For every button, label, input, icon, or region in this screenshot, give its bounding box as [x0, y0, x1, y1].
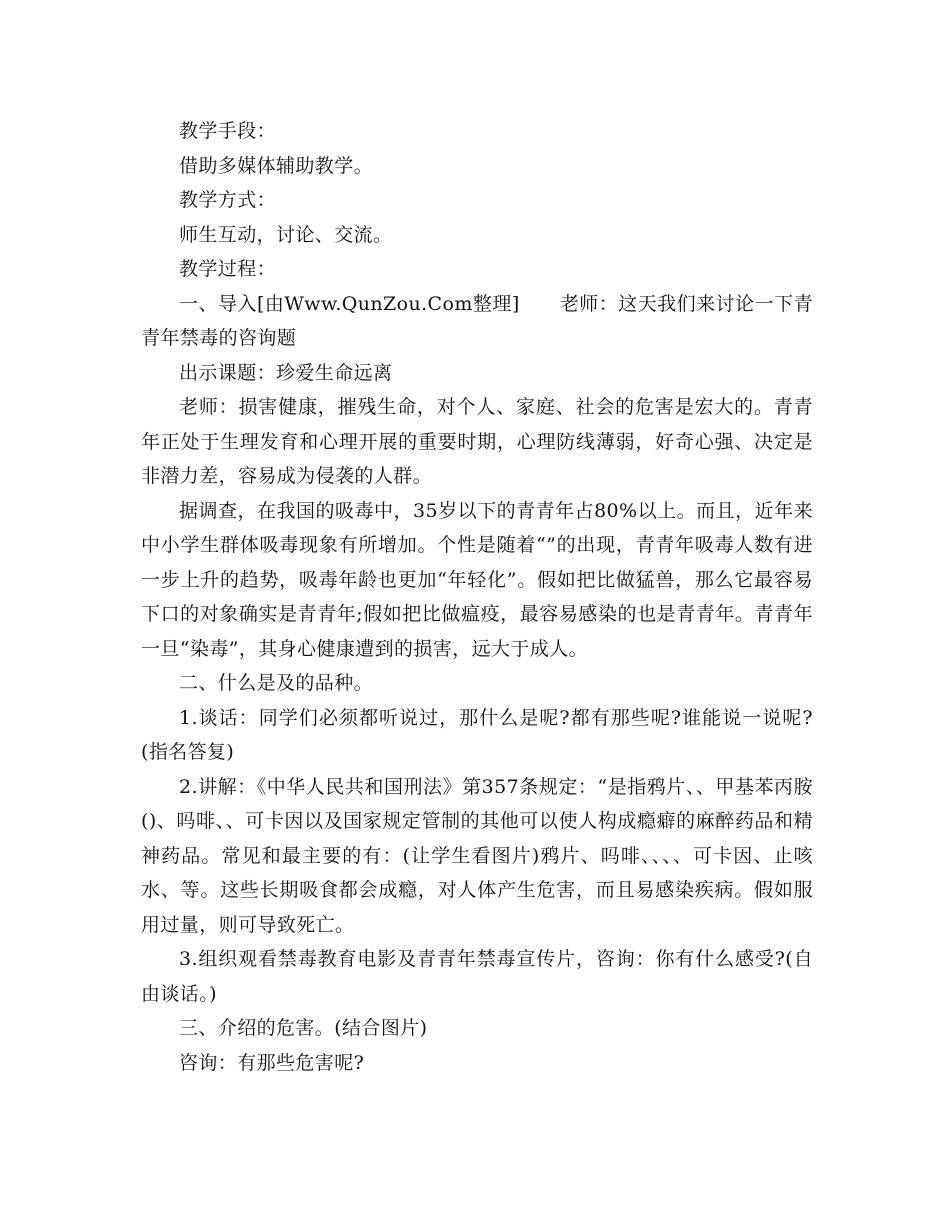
paragraph-teaching-means: 借助多媒体辅助教学。: [179, 154, 374, 177]
paragraph-teaching-method-heading: 教学方式：: [179, 189, 277, 211]
paragraph-film-viewing: 3.组织观看禁毒教育电影及青青年禁毒宣传片，咨询：你有什么感受?(自由谈话。): [141, 948, 813, 1005]
paragraph-section-three-heading: 三、介绍的危害。(结合图片): [179, 1017, 428, 1039]
paragraph-teaching-means-heading: 教学手段：: [179, 120, 277, 142]
paragraph-teaching-process-heading: 教学过程：: [179, 258, 277, 280]
paragraph-teaching-method: 师生互动，讨论、交流。: [179, 223, 393, 246]
paragraph-question: 咨询：有那些危害呢?: [179, 1051, 365, 1074]
introduction-teacher-speech: 老师：这天我们来讨论一下青青年禁毒的咨询题: [141, 292, 814, 349]
paragraph-lesson-topic: 出示课题：珍爱生命远离: [179, 361, 393, 384]
introduction-heading: 一、导入[由Www.QunZou.Com整理]: [179, 292, 520, 315]
paragraph-introduction: [141, 287, 813, 356]
paragraph-survey: 据调查，在我国的吸毒中，35岁以下的青青年占80%以上。而且，近年来中小学生群体吸毒现象有所增加。个性是随着“”的出现，青青年吸毒人数有进一步上升的趋势，吸毒年龄也更加“年轻化”。假如把比做猛兽，那么它最容易下口的对象确实是青青年;假如把比做瘟疫，最容易感染的也是青青年。青青年一旦“染毒”，其身心健康遭到的损害，远大于成人。: [141, 499, 813, 660]
paragraph-section-two-heading: 二、什么是及的品种。: [179, 672, 374, 694]
paragraph-explanation: 2.讲解：《中华人民共和国刑法》第357条规定：“是指鸦片、、甲基苯丙胺()、吗啡、、可卡因以及国家规定管制的其他可以使人构成瘾癖的麻醉药品和精神药品。常见和最主要的有：(让学生看图片)鸦片、吗啡、、、、可卡因、止咳水、等。这些长期吸食都会成瘾，对人体产生危害，而且易感染疾病。假如服用过量，则可导致死亡。: [141, 775, 813, 936]
document-body: [141, 114, 813, 1080]
paragraph-teacher-harm: 老师：损害健康，摧残生命，对个人、家庭、社会的危害是宏大的。青青年正处于生理发育和心理开展的重要时期，心理防线薄弱，好奇心强、决定是非潜力差，容易成为侵袭的人群。: [141, 396, 813, 487]
paragraph-conversation: 1.谈话：同学们必须都听说过，那什么是呢?都有那些呢?谁能说一说呢?(指名答复): [141, 706, 813, 763]
